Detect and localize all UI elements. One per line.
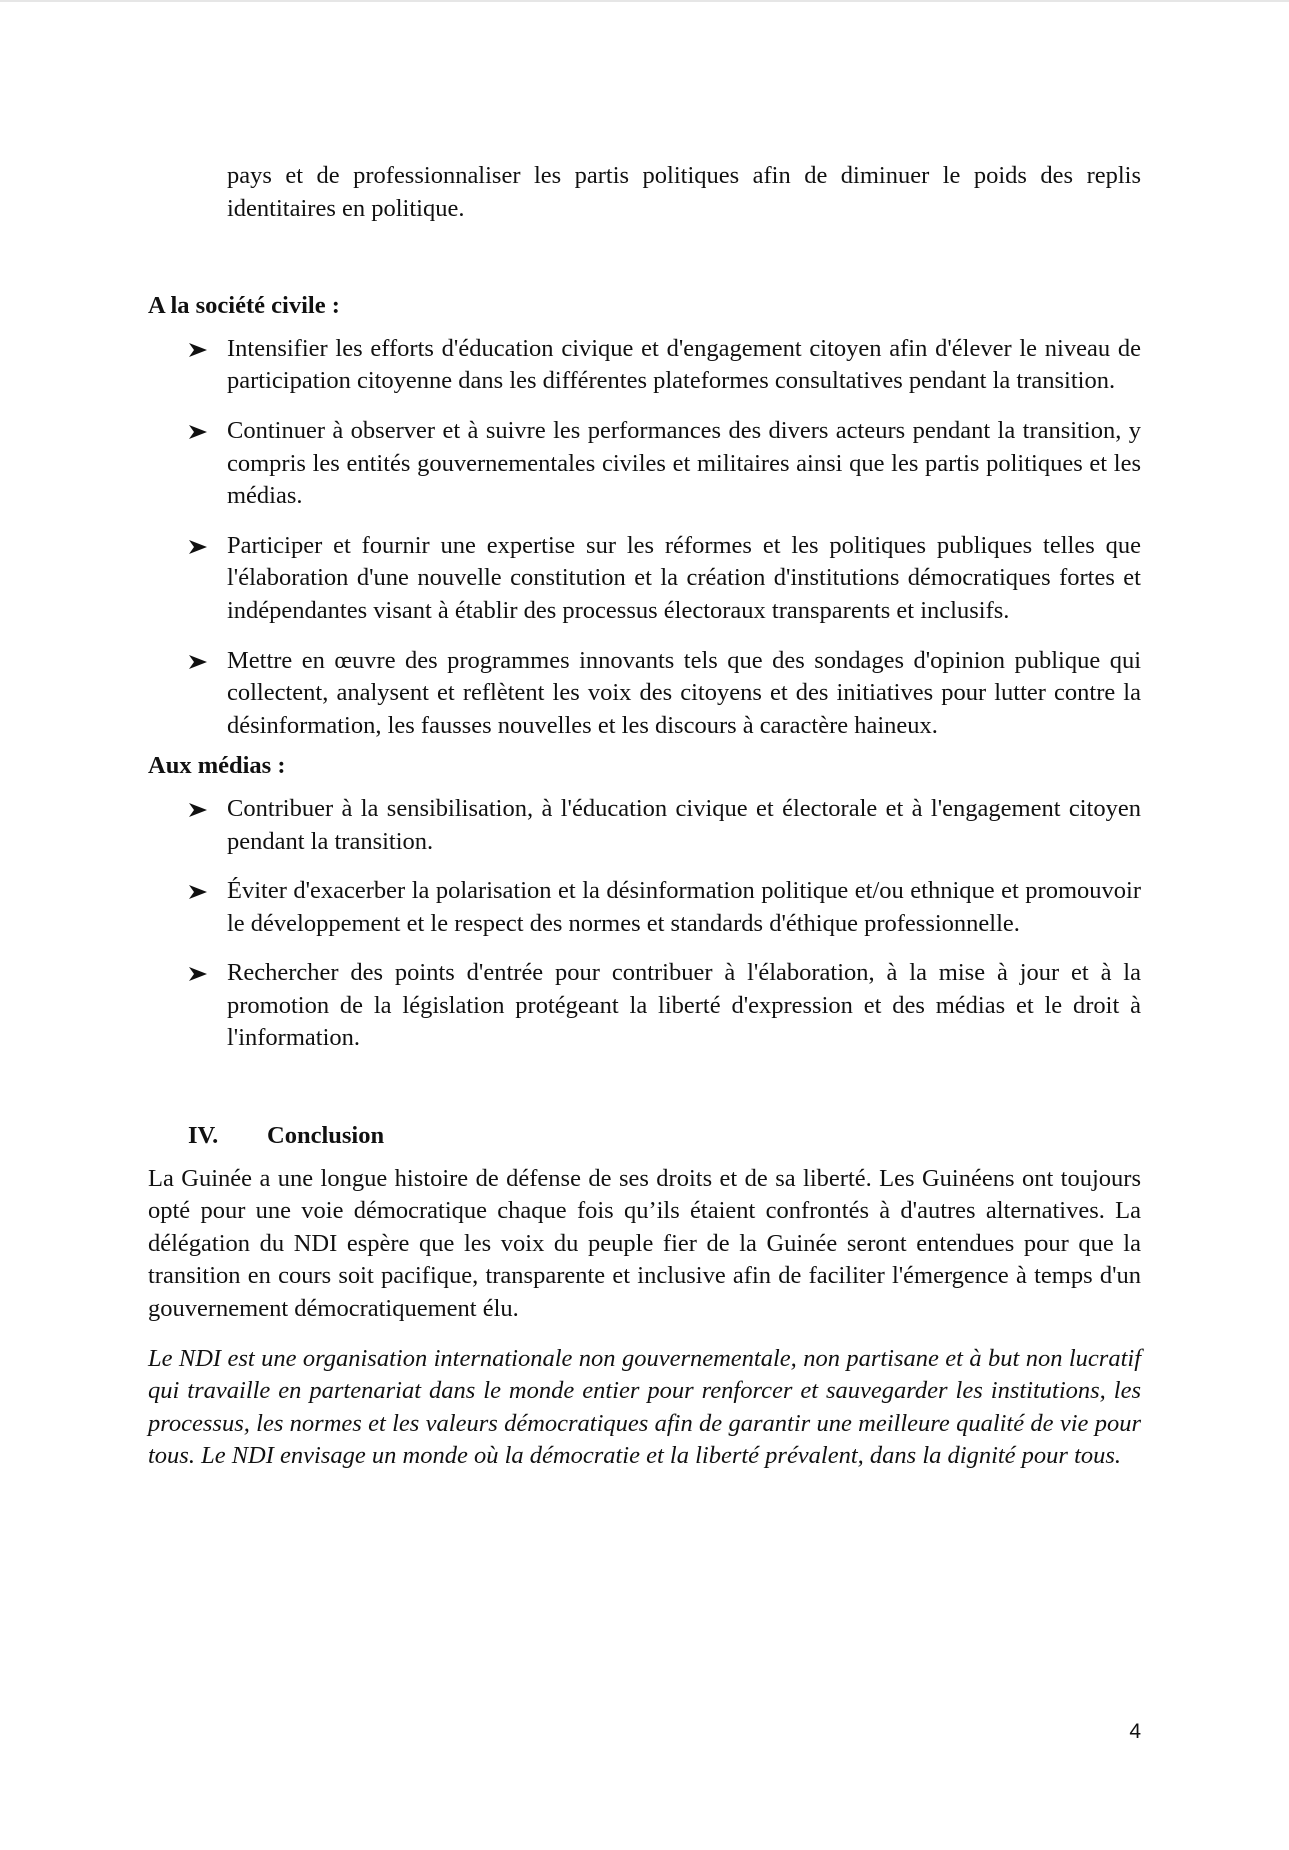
arrowhead-bullet-icon xyxy=(188,957,212,990)
media-heading: Aux médias : xyxy=(148,752,286,780)
section-title: Conclusion xyxy=(267,1122,385,1150)
document-page xyxy=(148,160,1141,1473)
page-number: 4 xyxy=(1129,1720,1141,1743)
arrowhead-bullet-icon xyxy=(188,793,212,826)
list-item xyxy=(148,875,1141,940)
section-number: IV. xyxy=(188,1122,219,1150)
list-item-text: Rechercher des points d'entrée pour contribuer à l'élaboration, à la mise à jour et à la promotion de la législation protégeant la liberté d'expression et des médias et le droit à l'information. xyxy=(227,959,1141,1052)
intro-continuation: pays et de professionnaliser les partis politiques afin de diminuer le poids des replis identitaires en politique. xyxy=(227,162,1141,222)
list-item xyxy=(148,645,1141,743)
list-item xyxy=(148,957,1141,1055)
arrowhead-bullet-icon xyxy=(188,530,212,563)
conclusion-heading xyxy=(148,1120,1141,1153)
arrowhead-bullet-icon xyxy=(188,415,212,448)
civil-society-heading: A la société civile : xyxy=(148,292,340,320)
conclusion-body: La Guinée a une longue histoire de défense de ses droits et de sa liberté. Les Guinéens ont toujours opté pour une voie démocratique chaque fois qu’ils étaient confrontés à d'autres alternatives. La délégation du NDI espère que les voix du peuple fier de la Guinée seront entendues pour que la transition en cours soit pacifique, transparente et inclusive afin de faciliter l'émergence à temps d'un gouvernement démocratiquement élu. xyxy=(148,1164,1141,1323)
list-item xyxy=(148,793,1141,858)
arrowhead-bullet-icon xyxy=(188,875,212,908)
list-item-text: Participer et fournir une expertise sur les réformes et les politiques publiques telles que l'élaboration d'une nouvelle constitution et la création d'institutions démocratiques fortes et indépendantes visant à établir des processus électoraux transparents et inclusifs. xyxy=(227,531,1141,624)
list-item-text: Continuer à observer et à suivre les performances des divers acteurs pendant la transition, y compris les entités gouvernementales civiles et militaires ainsi que les partis politiques et les médias. xyxy=(227,416,1141,510)
about-ndi: Le NDI est une organisation internationale non gouvernementale, non partisane et à but non lucratif qui travaille en partenariat dans le monde entier pour renforcer et sauvegarder les institutions, les processus, les normes et les valeurs démocratiques afin de garantir une meilleure qualité de vie pour tous. Le NDI envisage un monde où la démocratie et la liberté prévalent, dans la dignité pour tous. xyxy=(148,1344,1141,1470)
list-item xyxy=(148,415,1141,513)
civil-society-list xyxy=(148,333,1141,743)
list-item-text: Contribuer à la sensibilisation, à l'éducation civique et électorale et à l'engagement citoyen pendant la transition. xyxy=(227,794,1141,855)
media-list xyxy=(148,793,1141,1055)
list-item xyxy=(148,530,1141,628)
page-top-border xyxy=(0,0,1289,2)
list-item-text: Mettre en œuvre des programmes innovants tels que des sondages d'opinion publique qui collectent, analysent et reflètent les voix des citoyens et des initiatives pour lutter contre la désinformation, les fausses nouvelles et les discours à caractère haineux. xyxy=(227,646,1141,739)
list-item xyxy=(148,333,1141,398)
arrowhead-bullet-icon xyxy=(188,645,212,678)
arrowhead-bullet-icon xyxy=(188,333,212,366)
list-item-text: Intensifier les efforts d'éducation civique et d'engagement citoyen afin d'élever le niveau de participation citoyenne dans les différentes plateformes consultatives pendant la transition. xyxy=(227,334,1141,395)
list-item-text: Éviter d'exacerber la polarisation et la désinformation politique et/ou ethnique et promouvoir le développement et le respect des normes et standards d'éthique professionnelle. xyxy=(227,877,1141,937)
